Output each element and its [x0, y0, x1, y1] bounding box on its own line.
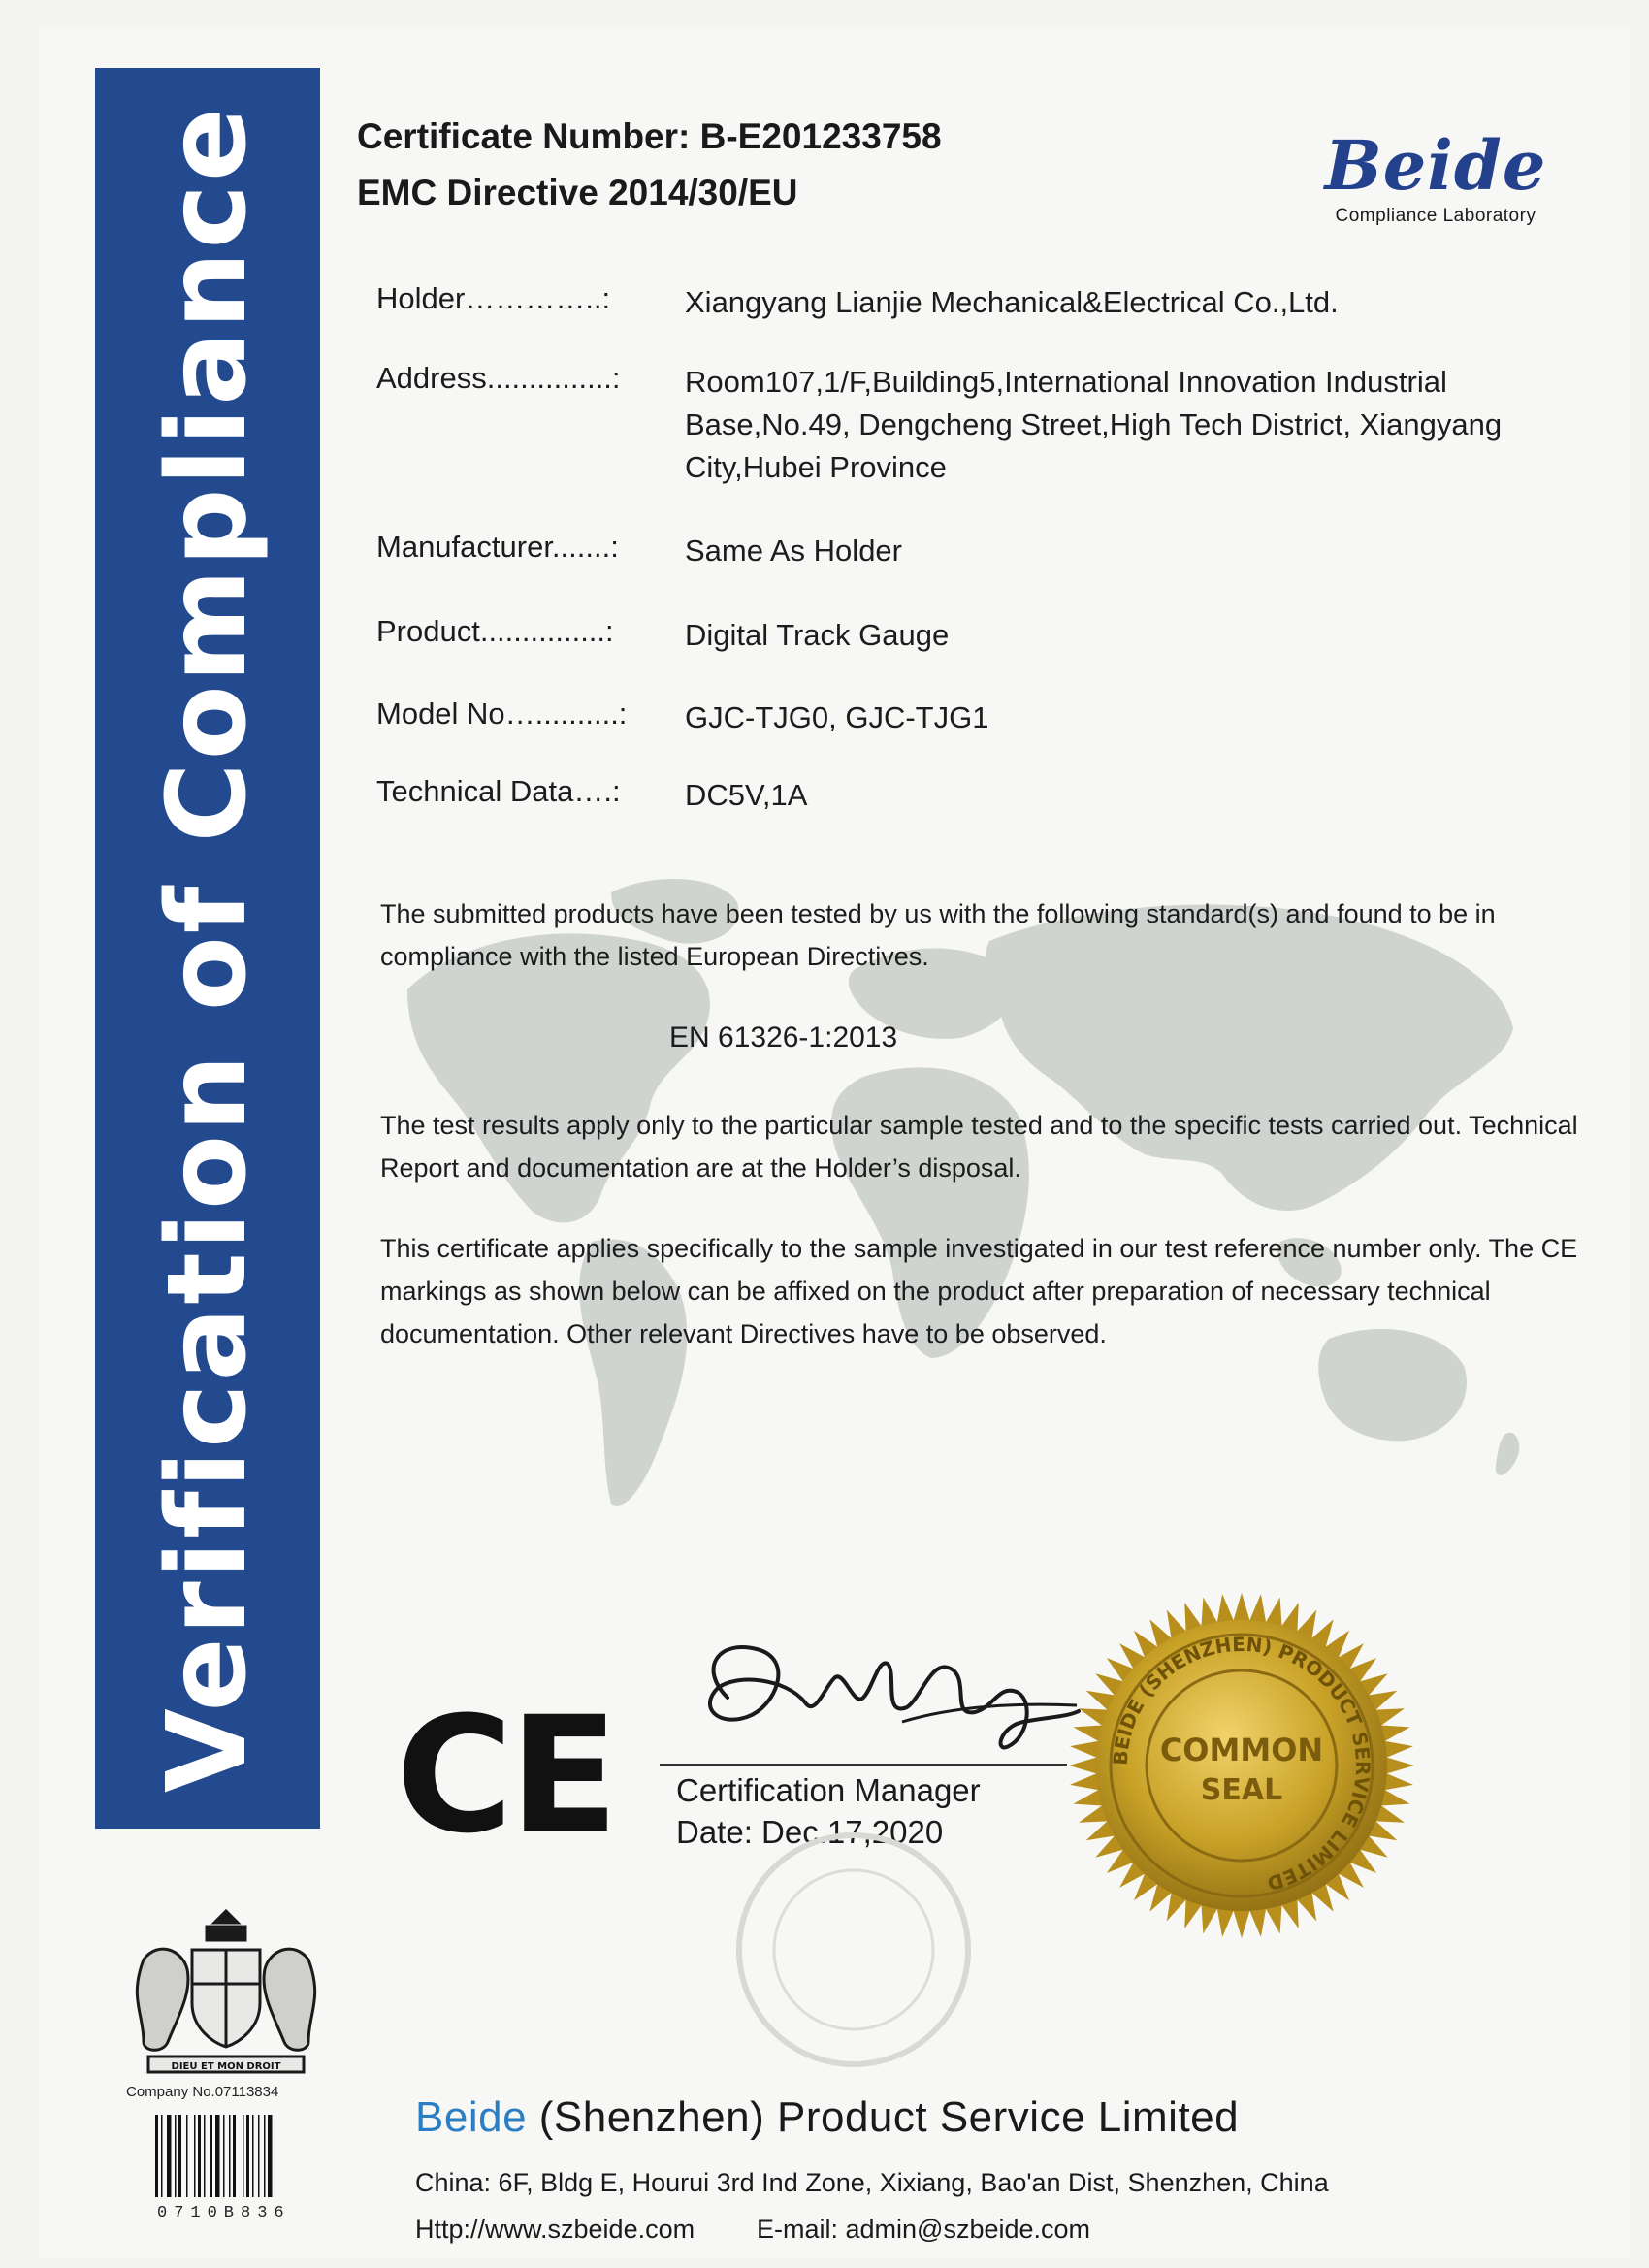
- certificate-number: Certificate Number: B-E201233758: [357, 116, 942, 156]
- issuer-brand: Beide: [415, 2093, 528, 2141]
- issuer-name-rest: (Shenzhen) Product Service Limited: [527, 2093, 1240, 2141]
- gold-common-seal-icon: [1067, 1591, 1416, 1940]
- certificate-date: Date: Dec.17,2020: [676, 1814, 944, 1850]
- royal-coat-of-arms-icon: [114, 1892, 338, 2086]
- barcode-bar: [258, 2115, 260, 2197]
- side-banner-text: Verification of Compliance: [145, 105, 271, 1793]
- field-label: Model No…..........:: [376, 697, 628, 730]
- logo-subtitle: Compliance Laboratory: [1335, 206, 1536, 226]
- seal-line-2: SEAL: [1200, 1773, 1283, 1807]
- compliance-statement: The submitted products have been tested by us with the following standard(s) and found to be in compliance with the listed European Directives.: [380, 899, 1496, 971]
- barcode-bar: [215, 2115, 220, 2197]
- barcode-bar: [204, 2115, 206, 2197]
- logo-brand: Beide: [1324, 125, 1547, 206]
- barcode-bar: [246, 2115, 249, 2197]
- signatory-title: Certification Manager: [676, 1772, 981, 1808]
- barcode-bar: [210, 2115, 212, 2197]
- field-value: GJC-TJG0, GJC-TJG1: [685, 700, 989, 734]
- issuer-email: E-mail: admin@szbeide.com: [757, 2215, 1091, 2244]
- beide-logo: [1295, 125, 1576, 227]
- embossed-stamp-icon: [708, 1824, 999, 2076]
- field-value: Same As Holder: [685, 534, 902, 567]
- barcode-bar: [186, 2115, 188, 2197]
- barcode-bar: [161, 2115, 163, 2197]
- barcode-bar: [175, 2115, 177, 2197]
- crest-motto: DIEU ET MON DROIT: [171, 2061, 281, 2072]
- barcode-bar: [178, 2115, 181, 2197]
- field-label: Product...............:: [376, 614, 614, 648]
- barcode-number: 0710B836: [157, 2204, 291, 2222]
- issuer-website: Http://www.szbeide.com: [415, 2215, 695, 2244]
- barcode-bar: [194, 2115, 196, 2197]
- ce-mark: CE: [396, 1682, 615, 1868]
- barcode-icon: [155, 2115, 312, 2197]
- field-value: Digital Track Gauge: [685, 618, 950, 652]
- field-label: Address...............:: [376, 361, 621, 395]
- barcode-bar: [155, 2115, 158, 2197]
- standard-reference: EN 61326-1:2013: [669, 1021, 898, 1053]
- barcode-bar: [268, 2115, 273, 2197]
- barcode-bar: [223, 2115, 225, 2197]
- barcode-bar: [252, 2115, 254, 2197]
- results-statement: The test results apply only to the particular sample tested and to the specific tests carried out. Technical Report and documentation are at the Holder’s disposal.: [380, 1111, 1578, 1183]
- field-label: Manufacturer.......:: [376, 530, 619, 564]
- issuer-company-name: [415, 2093, 1239, 2142]
- barcode-bar: [233, 2115, 236, 2197]
- barcode-bar: [229, 2115, 231, 2197]
- barcode-bar: [198, 2115, 201, 2197]
- company-number: Company No.07113834: [126, 2084, 279, 2100]
- applicability-statement: This certificate applies specifically to the sample investigated in our test reference number only. The CE markings as shown below can be affixed on the product after preparation of necessary technical documentation. Other relevant Directives have to be observed.: [380, 1234, 1578, 1348]
- seal-line-1: COMMON: [1159, 1732, 1324, 1768]
- field-value: Room107,1/F,Building5,International Innovation Industrial Base,No.49, Dengcheng Street,High Tech District, Xiangyang City,Hubei Province: [685, 365, 1503, 484]
- seal-outer-path: BEIDE (SHENZHEN) PRODUCT SERVICE LIMITED: [1108, 1632, 1375, 1895]
- issuer-address: China: 6F, Bldg E, Hourui 3rd Ind Zone, Xixiang, Bao'an Dist, Shenzhen, China: [415, 2168, 1329, 2197]
- manager-signature: [660, 1630, 1086, 1766]
- barcode-bar: [167, 2115, 172, 2197]
- field-label: Holder…………..:: [376, 281, 611, 315]
- barcode-bar: [264, 2115, 266, 2197]
- field-label: Technical Data….:: [376, 774, 621, 808]
- signature-line: [660, 1764, 1067, 1766]
- barcode-bar: [242, 2115, 244, 2197]
- directive-title: EMC Directive 2014/30/EU: [357, 173, 798, 212]
- field-value: Xiangyang Lianjie Mechanical&Electrical Co.,Ltd.: [685, 285, 1339, 319]
- field-value: DC5V,1A: [685, 778, 808, 812]
